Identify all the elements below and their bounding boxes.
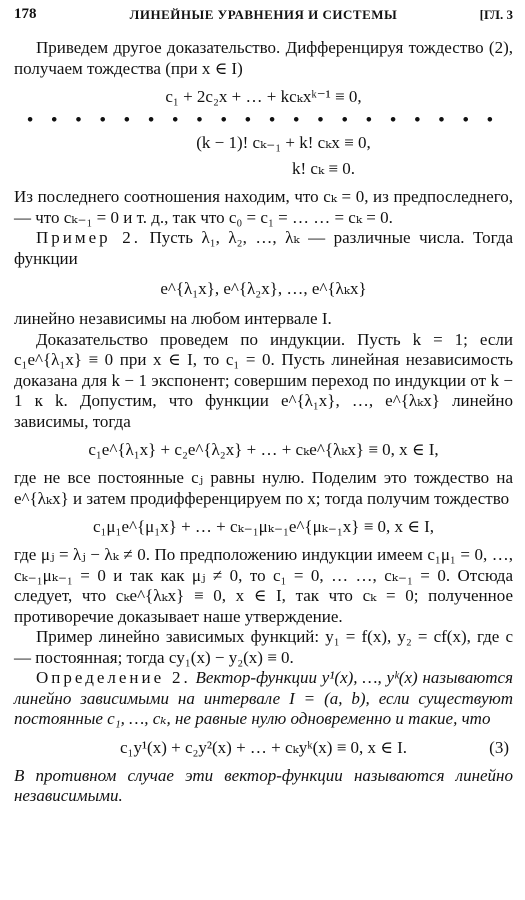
running-header [14,6,513,28]
equation-linear-dependence: c₁e^{λ₁x} + c₂e^{λ₂x} + … + cₖe^{λₖx} ≡ 0, x ∈ I, [88,440,439,459]
paragraph-conclusion: Из последнего соотношения находим, что cₖ = 0, из предпоследнего,— что cₖ₋₁ = 0 и т. д., так что c₀ = c₁ = … … = cₖ = 0. [14,187,513,227]
equation-derivative-k-1: (k − 1)! cₖ₋₁ + k! cₖx ≡ 0, [196,133,371,152]
paragraph-dependent-example: Пример линейно зависимых функций: y₁ = f(x), y₂ = cf(x), где c — постоянная; тогда cy₁(x) − y₂(x) ≡ 0. [14,627,513,667]
example-2-text: Пусть λ₁, λ₂, …, λₖ — различные числа. Тогда функции [14,228,513,268]
paragraph-divide: где не все постоянные cⱼ равны нулю. Поделим это тождество на e^{λₖx} и затем продифференцируем по x; тогда получим тождество [14,468,513,508]
running-title: ЛИНЕЙНЫЕ УРАВНЕНИЯ И СИСТЕМЫ [129,7,398,22]
paragraph-induction: Доказательство проведем по индукции. Пусть k = 1; если c₁e^{λ₁x} ≡ 0 при x ∈ I, то c₁ = 0. Пусть линейная независимость доказана для k − 1 экспонент; совершим переход по индукции от k − 1 к k. Допустим, что функции e^{λ₁x}, …, e^{λₖx} линейно зависимы, тогда [14,329,513,431]
equation-ellipsis-dots: • • • • • • • • • • • • • • • • • • • • [27,110,500,129]
paragraph-otherwise: В противном случае эти вектор-функции называются линейно независимыми. [14,765,513,805]
example-2 [14,228,513,269]
example-2-label: Пример 2. [36,228,141,247]
equation-vector-dependence-body: c₁y¹(x) + c₂y²(x) + … + cₖyᵏ(x) ≡ 0, x ∈ I. [119,737,408,757]
page-number: 178 [14,6,37,22]
paragraph-contradiction: где μⱼ = λⱼ − λₖ ≠ 0. По предположению индукции имеем c₁μ₁ = 0, …, cₖ₋₁μₖ₋₁ = 0 и так как μⱼ ≠ 0, то c₁ = 0, … …, cₖ₋₁ = 0. Отсюда следует, что cₖe^{λₖx} ≡ 0, x ∈ I, так что cₖ = 0; полученное противоречие доказывает наше утверждение. [14,545,513,626]
equation-derivative-1: c₁ + 2c₂x + … + kcₖxᵏ⁻¹ ≡ 0, [165,87,362,106]
paragraph-independent: линейно независимы на любом интервале I. [14,309,332,328]
equation-derivative-k: k! cₖ ≡ 0. [292,159,355,178]
equation-vector-dependence [14,736,513,760]
paragraph-proof-alt: Приведем другое доказательство. Дифференцируя тождество (2), получаем тождества (при x ∈ I) [14,38,513,78]
equation-differentiated: c₁μ₁e^{μ₁x} + … + cₖ₋₁μₖ₋₁e^{μₖ₋₁x} ≡ 0, x ∈ I, [92,517,435,536]
definition-2-text: Вектор-функции y¹(x), …, yᵏ(x) называются линейно зависимыми на интервале I = (a, b), если существуют постоянные c₁, …, cₖ, не равные нулю одновременно и такие, что [14,668,514,728]
equation-exponentials: e^{λ₁x}, e^{λ₂x}, …, e^{λₖx} [160,279,367,298]
equation-number: (3) [489,737,509,757]
definition-2-label: Определение 2. [36,668,191,687]
page-body [14,38,513,807]
definition-2 [14,668,513,730]
chapter-marker: [ГЛ. 3 [479,7,513,22]
